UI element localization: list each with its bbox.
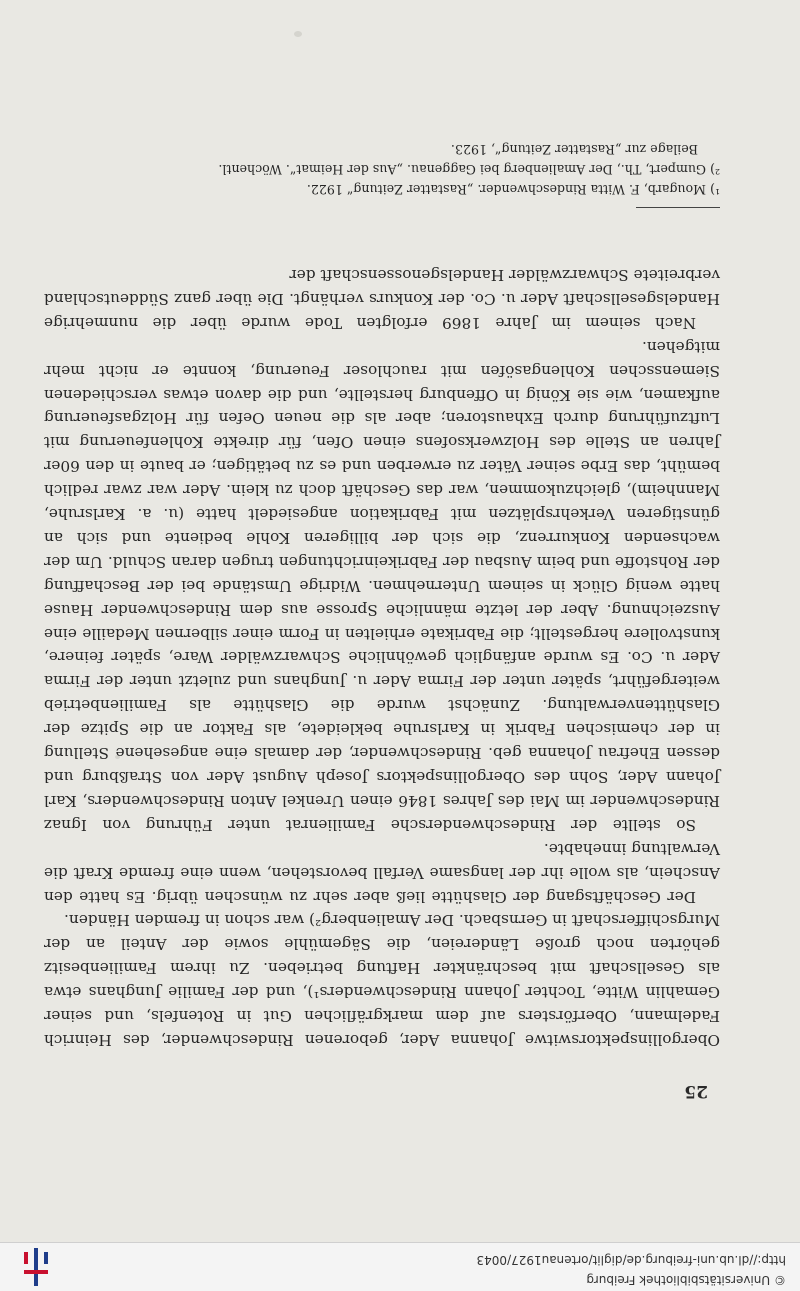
paragraph: Der Geschäftsgang der Glashütte ließ aber sehr zu wünschen übrig. Es hatte den Anschein, als wolle ihr der langsame Verfall bevorstehen, wenn eine fremde Kraft die Verwaltung innehabte. xyxy=(44,839,720,906)
page-body xyxy=(44,262,720,1051)
paragraph: Nach seinem im Jahre 1869 erfolgten Tode wurde über die nunmehrige Handelsgesellschaft Ader u. Co. der Konkurs verhängt. Die über ganz Süddeutschland verbreitete Schwarzwälder Handelsgenossenschaft der xyxy=(44,266,720,332)
source-url-link[interactable]: http://dl.ub.uni-freiburg.de/diglit/ortenau1927/0043 xyxy=(476,1253,786,1267)
footnote: ²) Gumpert, Th., Der Amalienberg bei Gaggenau. „Aus der Heimat“. Wöchentl. xyxy=(218,162,720,177)
paragraph: Obergollinspektorswitwe Johanna Ader, geborenen Rindeschwender, des Heinrich Fadelmann, Oberförsters auf dem markgräflichen Gut in Rotenfels, und seiner Gemahlin Witte, Tochter Johann Rindeschwenders¹), und der Familie Junghans etwa als Gesellschaft mit beschränkter Haftung betrieben. Zu ihrem Familienbesitz gehörten noch große Ländereien, die Sägemühle sowie der Anteil an der Murgschifferschaft in Gernsbach. Der Amalienberg²) war schon in fremden Händen. xyxy=(44,911,720,1049)
paper-speck xyxy=(115,755,120,759)
page-number: 25 xyxy=(684,1081,708,1101)
footnote: ¹) Mougarb, F. Witta Rindeschwender. „Rastatter Zeitung“ 1922. xyxy=(306,182,720,197)
paper-speck xyxy=(294,31,302,37)
footnote-divider xyxy=(636,207,720,208)
footnote-continuation: Beilage zur „Rastatter Zeitung“, 1923. xyxy=(450,142,698,157)
viewer-header-strip xyxy=(0,1242,800,1291)
copyright-text: © Universitätsbibliothek Freiburg xyxy=(586,1273,786,1287)
footnotes xyxy=(44,139,720,199)
ub-freiburg-logo-icon xyxy=(18,1248,54,1286)
paragraph: So stellte der Rindeschwendersche Familienrat unter Führung von Ignaz Rindeschwender im Mai des Jahres 1846 einen Urenkel Anton Rindeschwenders, Karl Johann Ader, Sohn des Obergollinspektors Joseph August Ader von Straßburg und dessen Ehefrau Johanna geb. Rindeschwender, der damals eine angesehene Stellung in der chemischen Fabrik in Karlsruhe bekleidete, als Faktor an die Spitze der Glashüttenverwaltung. Zunächst wurde die Glashütte als Familienbetrieb weitergeführt, später unter der Firma Ader u. Junghans und zuletzt unter der Firma Ader u. Co. Es wurde anfänglich gewöhnliche Schwarzwälder Ware, später feinere, kunstvollere hergestellt; die Fabrikate erhielten in Form einer silbernen Medaille eine Auszeichnung. Aber der letzte männliche Sprosse aus dem Rindeschwender Hause hatte wenig Glück in seinem Unternehmen. Widrige Umstände bei der Beschaffung der Rohstoffe und beim Ausbau der Fabrikeinrichtungen trugen daran Schuld. Um der wachsenden Konkurrenz, die sich der billigeren Kohle bediente und sich an günstigeren Verkehrsplätzen mit Fabrikation angesiedelt hatte (u. a. Karlsruhe, Mannheim), gleichzukommen, war das Geschäft doch zu klein. Ader war zwar redlich bemüht, das Erbe seiner Väter zu erwerben und es zu betätigen; er baute in den 60er Jahren an Stelle des Holzwerksofens einen Ofen, für direkte Kohlenfeuerung mit Luftzuführung durch Exhaustoren; aber als die neuen Oefen für Holzgasfeuerung aufkamen, wie sie König in Offenburg herstellte, und die davon etwas verschiedenen Siemensschen Kohlengasöfen mit rauchloser Feuerung, konnte er nicht mehr mitgehen. xyxy=(44,337,720,834)
document-page xyxy=(40,59,730,1229)
